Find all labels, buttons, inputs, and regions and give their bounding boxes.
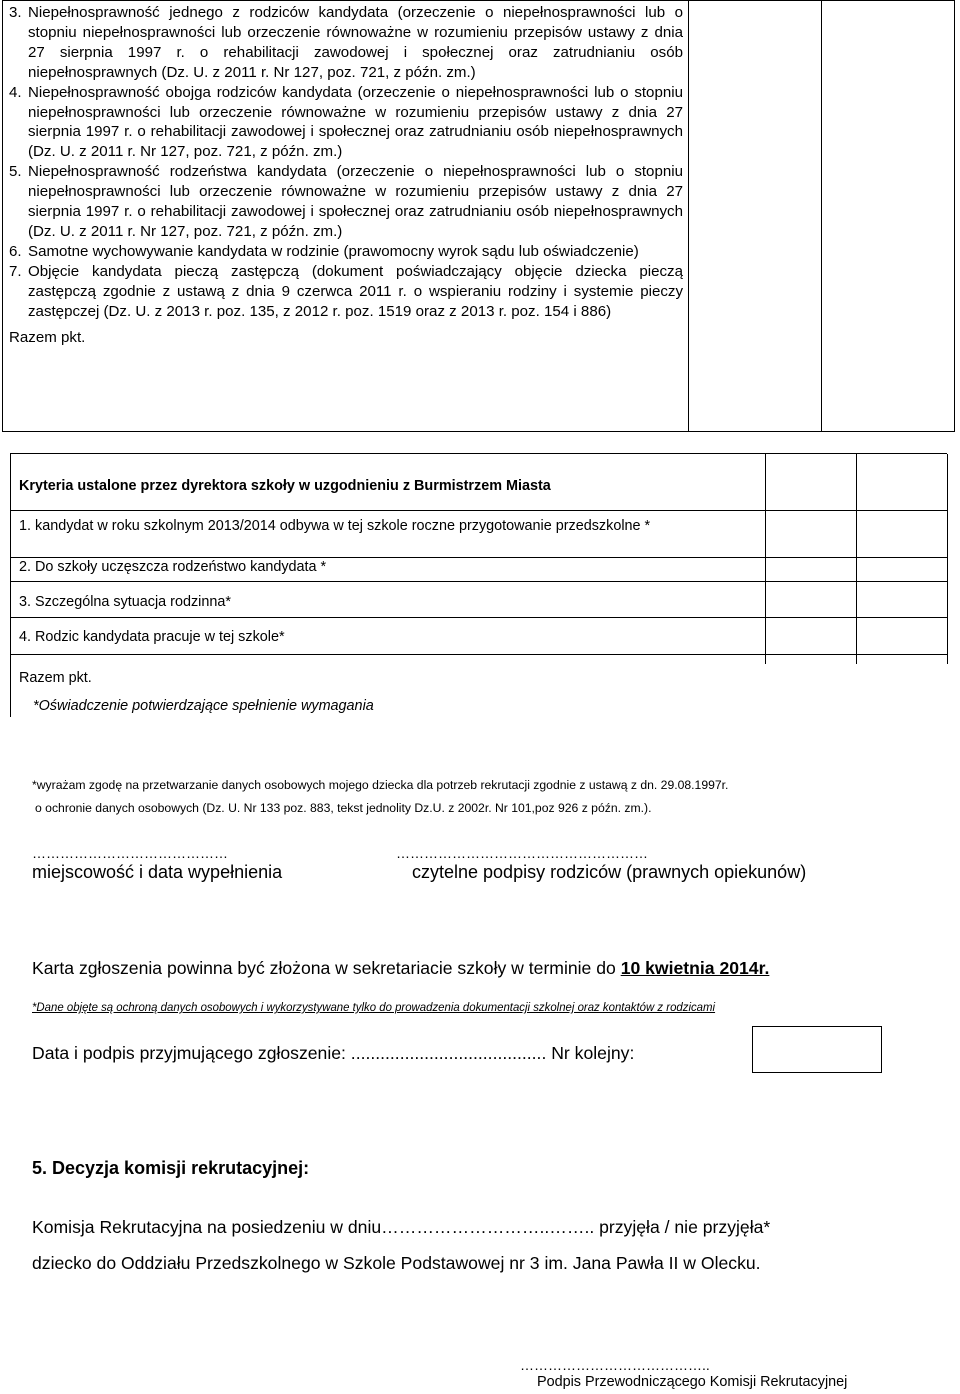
signature-dots: ……………………………………………… — [396, 845, 648, 861]
row-divider — [11, 654, 948, 655]
column-divider — [765, 454, 766, 664]
criterion-item: 3. Niepełnosprawność jednego z rodziców kandydata (orzeczenie o niepełnosprawności lub o stopniu niepełnosprawności lub orzeczenie równoważne w rozumieniu przepisów ustawy z dnia 27 sierpnia 1997 r. o rehabilitacji zawodowej i społecznej oraz zatrudnianiu osób niepełnosprawnych (Dz. U. z 2011 r. Nr 127, poz. 721, z późn. zm.) — [9, 4, 683, 81]
place-date-label: miejscowość i data wypełnienia — [32, 862, 283, 882]
table1-total-label: Razem pkt. — [9, 328, 86, 346]
consent-line: *wyrażam zgodę na przetwarzanie danych osobowych mojego dziecka dla potrzeb rekrutacji zgodnie z ustawą z dn. 29.08.1997r. — [32, 778, 729, 792]
criterion-item: 5. Niepełnosprawność rodzeństwa kandydata (orzeczenie o niepełnosprawności lub o stopniu niepełnosprawności lub orzeczenie równoważne w rozumieniu przepisów ustawy z dnia 27 sierpnia 1997 r. o rehabilitacji zawodowej i społecznej oraz zatrudnianiu osób niepełnosprawnych (Dz. U. z 2011 r. Nr 127, poz. 721, z późn. zm.) — [9, 163, 683, 240]
decision-line: dziecko do Oddziału Przedszkolnego w Szkole Podstawowej nr 3 im. Jana Pawła II w Olecku. — [32, 1253, 761, 1273]
row-divider — [11, 510, 948, 511]
signature-dots: ………………………………….. — [520, 1357, 710, 1373]
chairman-signature-label: Podpis Przewodniczącego Komisji Rekrutacyjnej — [537, 1374, 848, 1390]
table2-header: Kryteria ustalone przez dyrektora szkoły w uzgodnieniu z Burmistrzem Miasta — [19, 478, 551, 494]
column-divider — [821, 1, 822, 431]
deadline-date: 10 kwietnia 2014r. — [620, 958, 770, 978]
consent-line: o ochronie danych osobowych (Dz. U. Nr 133 poz. 883, tekst jednolity Dz.U. z 2002r. Nr 101,poz 926 z późn. zm.). — [35, 801, 652, 815]
row-divider — [11, 581, 948, 582]
receipt-text: Data i podpis przyjmującego zgłoszenie: ........................................ Nr kolejny: — [32, 1043, 635, 1063]
criteria-list — [9, 3, 683, 347]
criterion-row: 2. Do szkoły uczęszcza rodzeństwo kandydata * — [19, 559, 327, 575]
decision-heading: 5. Decyzja komisji rekrutacyjnej: — [32, 1158, 310, 1178]
criterion-row: 4. Rodzic kandydata pracuje w tej szkole* — [19, 629, 285, 645]
table2-footnote: *Oświadczenie potwierdzające spełnienie wymagania — [33, 698, 374, 714]
criterion-item: 7. Objęcie kandydata pieczą zastępczą (dokument poświadczający objęcie dziecka pieczą zastępczą zgodnie z ustawą z dnia 9 czerwca 2011 r. o wspieraniu rodziny i systemie pieczy zastępczej (Dz. U. z 2013 r. poz. 135, z 2012 r. poz. 1519 oraz z 2013 r. poz. 154 i 886) — [9, 262, 683, 320]
criteria-table-1 — [2, 0, 955, 432]
criterion-row: 3. Szczególna sytuacja rodzinna* — [19, 594, 231, 610]
column-divider — [856, 454, 857, 664]
criterion-item: 4. Niepełnosprawność obojga rodziców kandydata (orzeczenie o niepełnosprawności lub o stopniu niepełnosprawności lub orzeczenie równoważne w rozumieniu przepisów ustawy z dnia 27 sierpnia 1997 r. o rehabilitacji zawodowej i społecznej oraz zatrudnianiu osób niepełnosprawnych (Dz. U. z 2011 r. Nr 127, poz. 721, z późn. zm.) — [9, 83, 683, 161]
table2-total-label: Razem pkt. — [19, 670, 92, 686]
deadline-text: Karta zgłoszenia powinna być złożona w sekretariacie szkoły w terminie do 10 kwietnia 2014r. — [32, 958, 770, 978]
column-divider — [688, 1, 689, 431]
criterion-row: 1. kandydat w roku szkolnym 2013/2014 odbywa w tej szkole roczne przygotowanie przedszkolne * — [19, 518, 651, 534]
criterion-item: 6. Samotne wychowywanie kandydata w rodzinie (prawomocny wyrok sądu lub oświadczenie) — [9, 242, 639, 260]
decision-line: Komisja Rekrutacyjna na posiedzeniu w dniu………………………..…….. przyjęła / nie przyjęła* — [32, 1217, 771, 1237]
column-divider — [947, 454, 948, 664]
signature-dots: …………………………………… — [32, 845, 228, 861]
privacy-note: *Dane objęte są ochroną danych osobowych i wykorzystywane tylko do prowadzenia dokumentacji szkolnej oraz kontaktów z rodzicami — [32, 1000, 716, 1014]
serial-number-box[interactable] — [752, 1026, 882, 1073]
criteria-table-2 — [10, 453, 947, 717]
parents-signature-label: czytelne podpisy rodziców (prawnych opiekunów) — [412, 862, 807, 882]
row-divider — [11, 617, 948, 618]
